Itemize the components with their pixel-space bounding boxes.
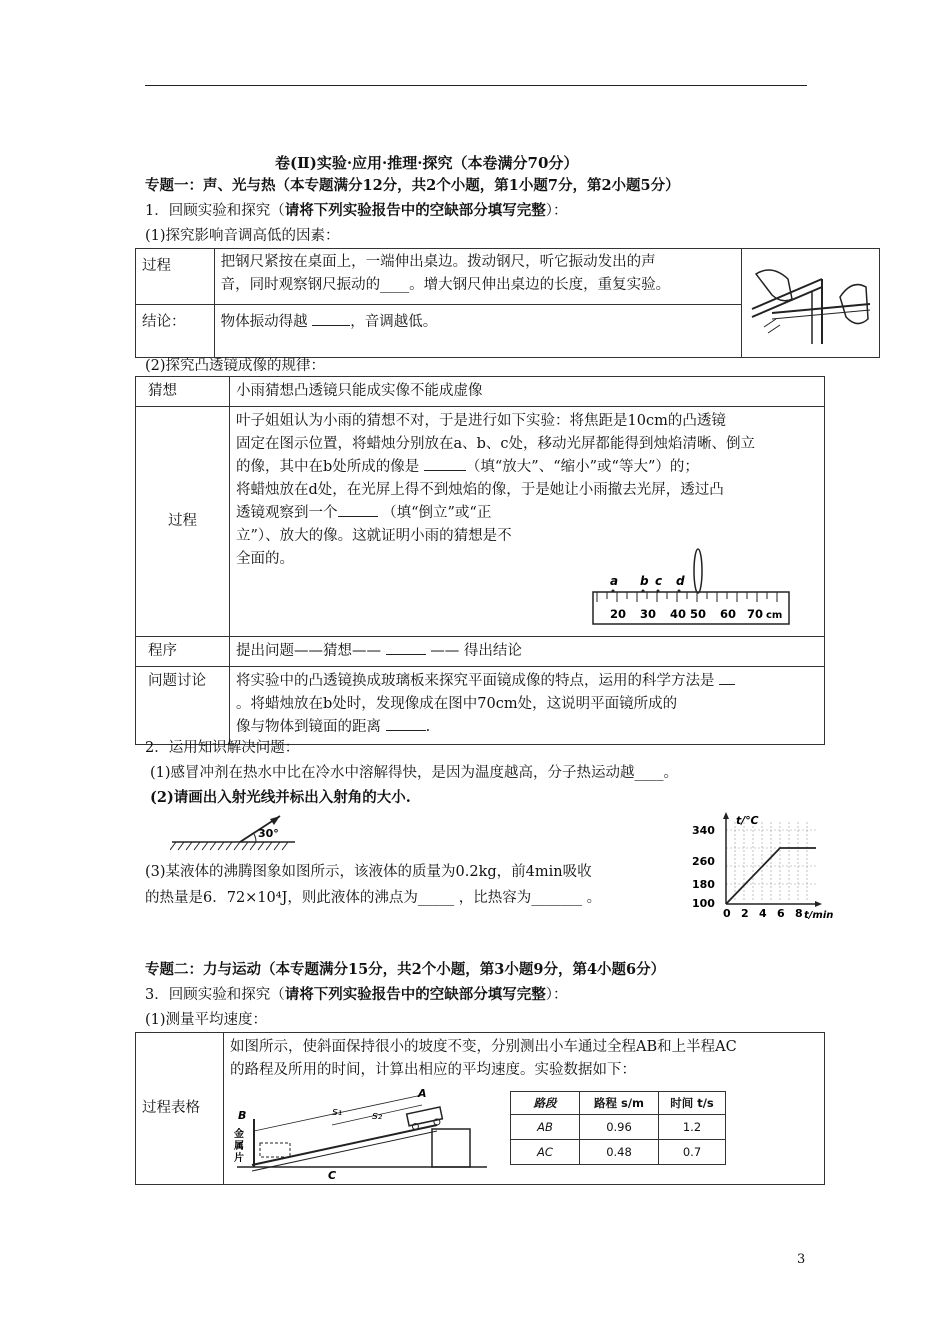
optical-bench-figure [587, 547, 797, 632]
topic2-heading: 专题二：力与运动（本专题满分15分，共2个小题，第3小题9分，第4小题6分） [145, 961, 666, 978]
discussion-text: 将实验中的凸透镜换成玻璃板来探究平面镜成像的特点，运用的科学方法是 。将蜡烛放在b处时，发现像成在图中70cm处，这说明平面镜所成的 像与物体到镜面的距离 . [230, 667, 825, 745]
tick-50: 50 [690, 607, 707, 621]
process-text: 把钢尺紧按在桌面上，一端伸出桌边。拨动钢尺，听它振动发出的声 音，同时观察钢尺振动的____。增大钢尺伸出桌边的长度，重复实验。 [214, 249, 741, 305]
boiling-graph [688, 812, 838, 922]
section-title: 卷(Ⅱ)实验·应用·推理·探究（本卷满分70分） [275, 154, 579, 172]
conclusion-text: 物体振动得越 ，音调越低。 [214, 305, 741, 358]
pitch-experiment-table [135, 248, 880, 358]
discussion-label: 问题讨论 [136, 667, 230, 745]
guess-text: 小雨猜想凸透镜只能成实像不能成虚像 [230, 377, 825, 407]
x-tick-6: 6 [777, 907, 785, 920]
metal-label-1: 金 [234, 1129, 244, 1140]
row-ab-segment: AB [511, 1115, 580, 1140]
q2-part2: (2)请画出入射光线并标出入射角的大小. [150, 789, 411, 806]
row-ab-time: 1.2 [659, 1115, 726, 1140]
ruler-unit: cm [766, 610, 783, 621]
order-label: 程序 [136, 637, 230, 667]
label-B: B [238, 1109, 247, 1122]
x-tick-4: 4 [759, 907, 767, 920]
graph-x-label: t/min [804, 910, 834, 921]
angle-label: 30° [258, 827, 279, 840]
label-C: C [328, 1169, 337, 1182]
speed-experiment-table [135, 1032, 825, 1185]
process-table-label: 过程表格 [136, 1033, 224, 1185]
q3-sub1-title: (1)测量平均速度： [145, 1012, 268, 1028]
q2-title: 2．运用知识解决问题： [145, 740, 300, 756]
header-segment: 路段 [511, 1092, 580, 1115]
point-d: d [676, 574, 685, 588]
speed-data-table [510, 1091, 726, 1165]
row-ac-distance: 0.48 [580, 1140, 659, 1165]
q2-part3-b: 的热量是6．72×10⁴J，则此液体的沸点为_____ ，比热容为_______ 。 [145, 890, 602, 906]
guess-label: 猜想 [136, 377, 230, 407]
label-s1: s₁ [332, 1105, 343, 1118]
ruler-figure [741, 249, 879, 358]
tick-20: 20 [610, 607, 627, 621]
process-label-2: 过程 [136, 407, 230, 637]
steel-ruler-illustration [742, 249, 878, 349]
graph-y-label: t/℃ [736, 814, 759, 827]
x-tick-0: 0 [723, 907, 731, 920]
conclusion-label: 结论： [136, 305, 215, 358]
x-tick-2: 2 [741, 907, 749, 920]
point-c: c [655, 574, 663, 588]
header-distance: 路程 s/m [580, 1092, 659, 1115]
y-tick-180: 180 [692, 878, 715, 891]
tick-70: 70 [747, 607, 764, 621]
q2-part3-a: (3)某液体的沸腾图象如图所示，该液体的质量为0.2kg，前4min吸收 [145, 864, 592, 880]
label-A: A [418, 1087, 427, 1100]
row-ac-time: 0.7 [659, 1140, 726, 1165]
point-b: b [640, 574, 649, 588]
q2-part1: (1)感冒冲剂在热水中比在冷水中溶解得快，是因为温度越高，分子热运动越____。 [150, 765, 679, 781]
metal-label-3: 片 [234, 1153, 244, 1164]
point-a: a [610, 574, 619, 588]
page-number: 3 [797, 1252, 806, 1267]
row-ac-segment: AC [511, 1140, 580, 1165]
header-rule [145, 85, 807, 86]
q1-title: 1．回顾实验和探究（请将下列实验报告中的空缺部分填写完整）： [145, 202, 568, 219]
y-tick-100: 100 [692, 897, 715, 910]
incline-figure [232, 1087, 497, 1182]
tick-30: 30 [640, 607, 657, 621]
row-ab-distance: 0.96 [580, 1115, 659, 1140]
reflection-figure [170, 812, 310, 857]
x-tick-8: 8 [795, 907, 803, 920]
q1-sub2-title: (2)探究凸透镜成像的规律： [145, 358, 326, 374]
tick-60: 60 [720, 607, 737, 621]
metal-label-2: 属 [234, 1141, 244, 1152]
q3-title: 3．回顾实验和探究（请将下列实验报告中的空缺部分填写完整）： [145, 986, 568, 1003]
topic1-heading: 专题一：声、光与热（本专题满分12分，共2个小题，第1小题7分，第2小题5分） [145, 177, 680, 194]
speed-process-cell: 如图所示，使斜面保持很小的坡度不变，分别测出小车通过全程AB和上半程AC 的路程及所用的时间，计算出相应的平均速度。实验数据如下： B A C s₁ s₂ 金 属 片 路段 路程 s/m 时间 t/s AB 0.96 1.2 AC 0.48 0.7 [224, 1033, 825, 1185]
header-time: 时间 t/s [659, 1092, 726, 1115]
lens-experiment-table [135, 376, 825, 745]
order-text: 提出问题——猜想—— —— 得出结论 [230, 637, 825, 667]
y-tick-260: 260 [692, 855, 715, 868]
y-tick-340: 340 [692, 824, 715, 837]
q1-sub1-title: (1)探究影响音调高低的因素： [145, 228, 340, 244]
process-label: 过程 [136, 249, 215, 305]
label-s2: s₂ [372, 1109, 383, 1122]
tick-40: 40 [670, 607, 687, 621]
lens-process-text: 叶子姐姐认为小雨的猜想不对，于是进行如下实验：将焦距是10cm的凸透镜 固定在图示位置，将蜡烛分别放在a、b、c处，移动光屏都能得到烛焰清晰、倒立 的像，其中在b处所成的像是 （填“放大”、“缩小”或“等大”）的； 将蜡烛放在d处，在光屏上得不到烛焰的像，于是她让小雨撤去光屏，透过凸 透镜观察到一个 （填“倒立”或“正 立”）、放大的像。这就证明小雨的猜想是不 全面的。 a b c d 20 30 40 50 60 70 cm [230, 407, 825, 637]
